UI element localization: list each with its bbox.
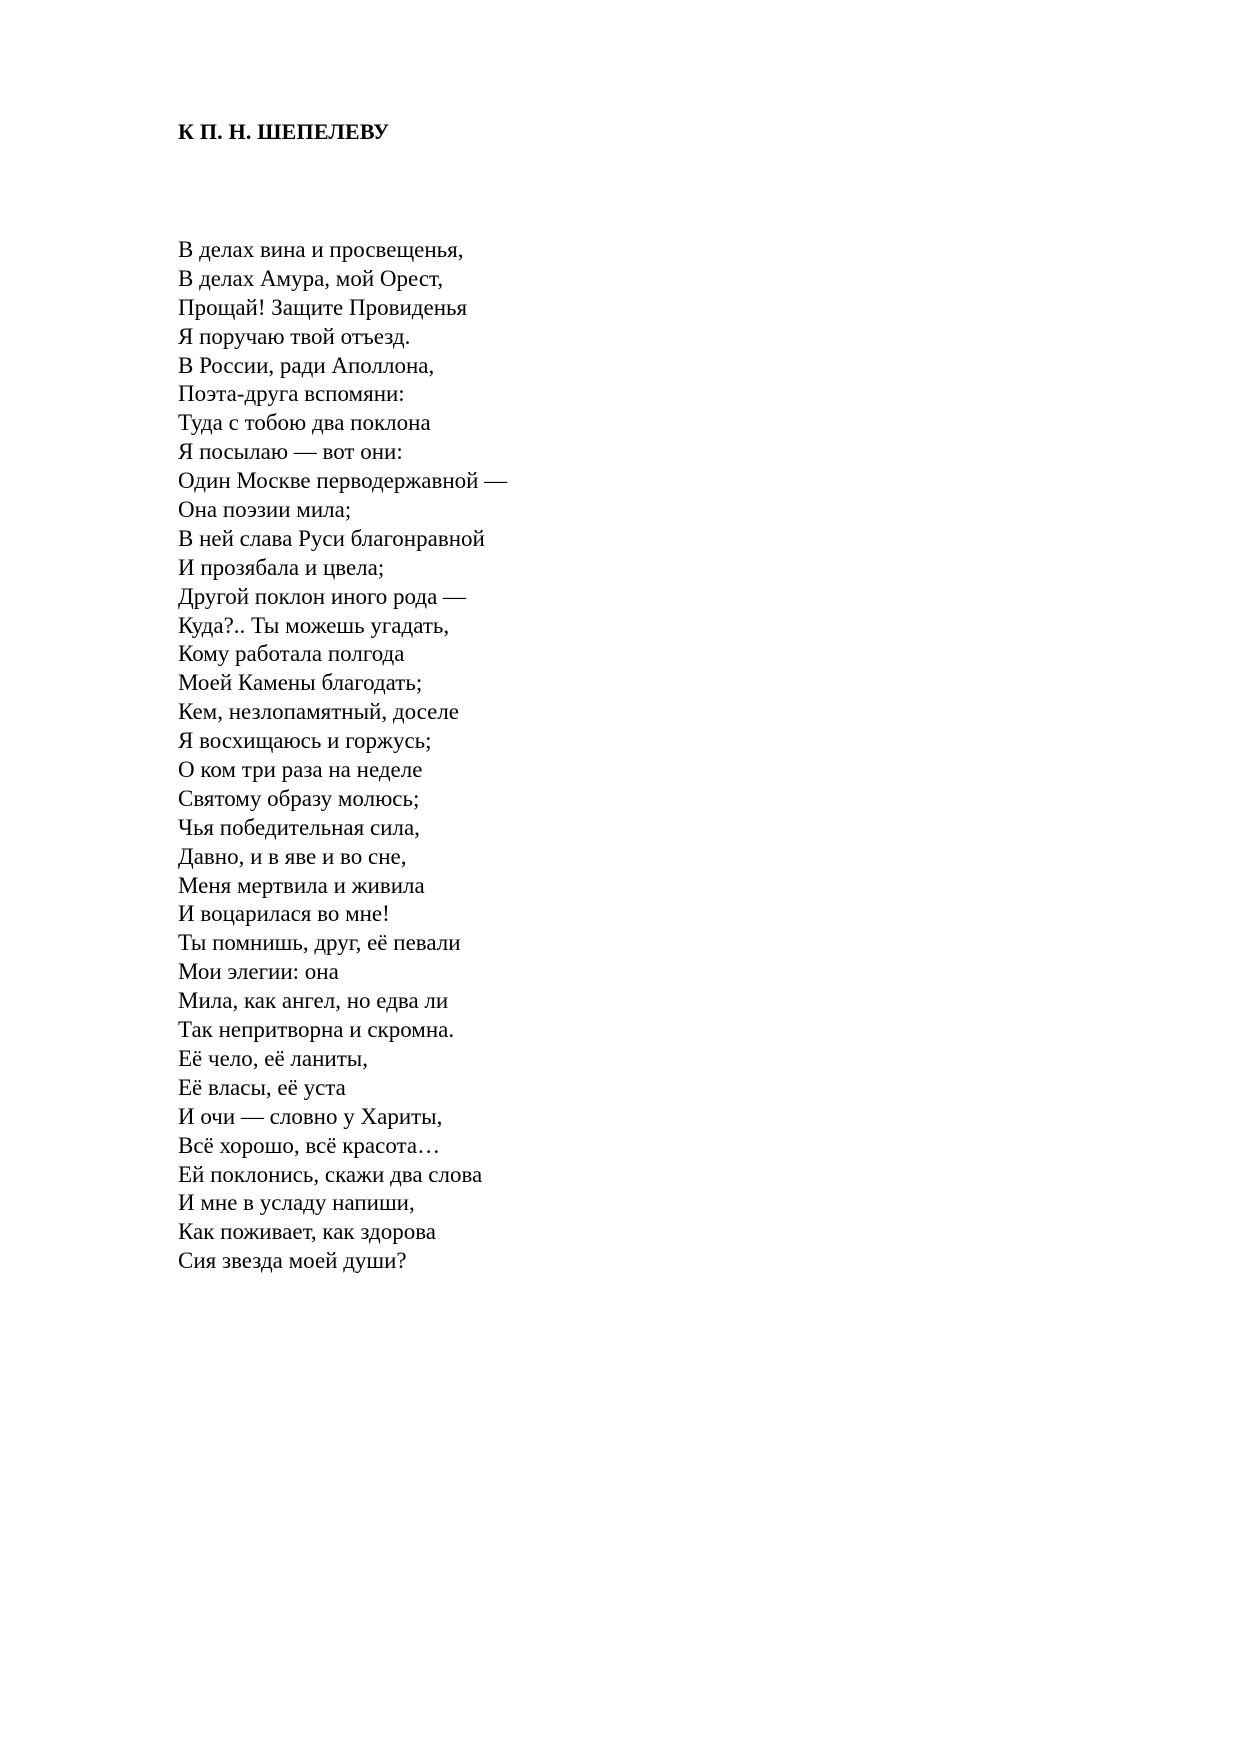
poem-body [178,236,507,1276]
poem-line: Туда с тобою два поклона [178,410,431,436]
poem-line: И прозябала и цвела; [178,554,385,580]
poem-line: И очи — словно у Хариты, [178,1103,443,1129]
poem-line: Ей поклонись, скажи два слова [178,1161,483,1187]
poem-line: Мила, как ангел, но едва ли [178,988,449,1014]
poem-line: Куда?.. Ты можешь угадать, [178,612,450,638]
poem-line: Я поручаю твой отъезд. [178,323,411,349]
poem-line: Мои элегии: она [178,959,339,985]
poem-line: В делах вина и просвещенья, [178,237,464,262]
poem-line: Она поэзии мила; [178,497,352,523]
poem-line: Чья победительная сила, [178,814,420,840]
poem-line: Как поживает, как здорова [178,1219,436,1245]
poem-line: Сия звезда моей души? [178,1248,407,1274]
poem-line: Меня мертвила и живила [178,872,425,898]
poem-line: Святому образу молюсь; [178,785,420,811]
poem-line: Прощай! Защите Провиденья [178,294,468,320]
poem-line: В ней слава Руси благонравной [178,525,485,551]
poem-line: И мне в усладу напиши, [178,1190,415,1216]
poem-line: В делах Амура, мой Орест, [178,265,444,291]
poem-line: Один Москве перводержавной — [178,468,508,494]
poem-line: И воцарилася во мне! [178,901,390,927]
poem-line: Другой поклон иного рода — [178,583,467,609]
poem-line: Моей Камены благодать; [178,670,423,696]
poem-line: Ты помнишь, друг, её певали [178,930,461,956]
poem-line: Я посылаю — вот они: [178,439,403,465]
poem-line: Поэта-друга вспомяни: [178,381,405,407]
poem-line: Так непритворна и скромна. [178,1017,455,1043]
poem-line: Её чело, её ланиты, [178,1045,368,1071]
poem-line: Всё хорошо, всё красота… [178,1132,441,1158]
poem-title: К П. Н. ШЕПЕЛЕВУ [178,119,390,144]
poem-line: О ком три раза на неделе [178,757,423,783]
poem-line: Давно, и в яве и во сне, [178,843,407,869]
poem-line: Кому работала полгода [178,641,405,667]
poem-line: Её власы, её уста [178,1074,346,1100]
poem-line: Я восхищаюсь и горжусь; [178,728,432,754]
poem-line: В России, ради Аполлона, [178,352,435,378]
poem-line: Кем, незлопамятный, доселе [178,699,460,725]
